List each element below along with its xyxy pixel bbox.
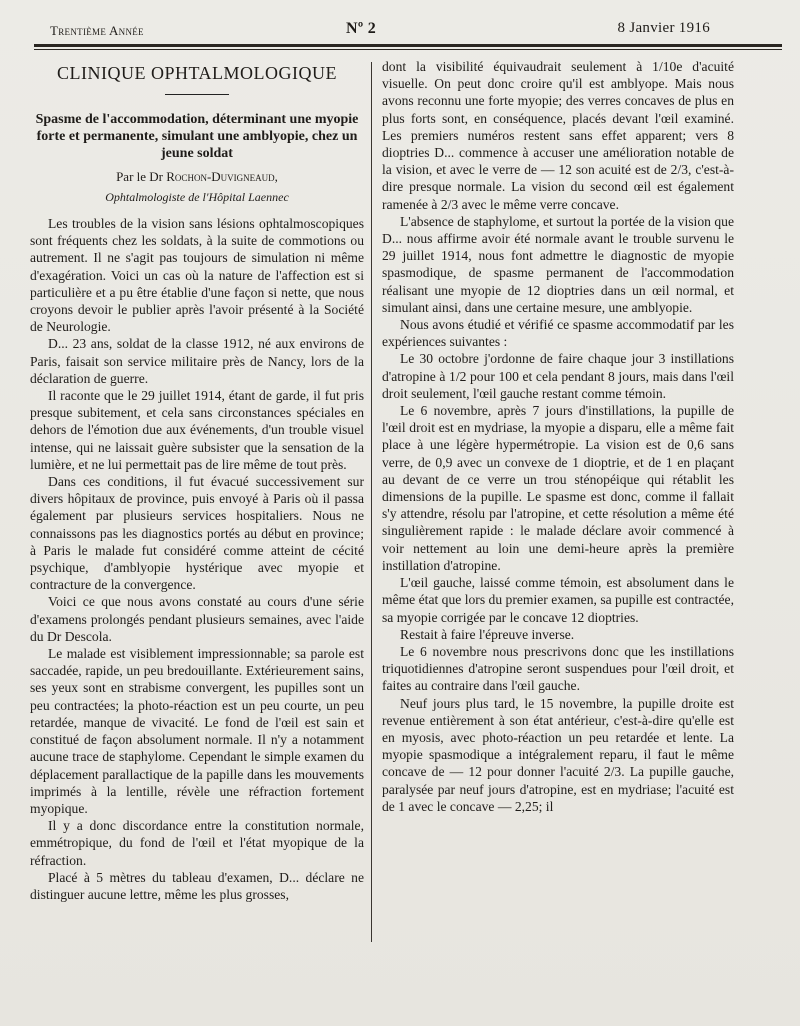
paragraph: L'absence de staphylome, et surtout la portée de la vision que D... nous affirme avoir été normale avant le trouble survenu le 29 juillet 1914, nous font admettre le diagnostic de myopie spasmodique, de spasme permanent de l'accommodation réalisant une myopie de 12 dioptries dans un œil normal, et simulant ainsi, dans une certaine mesure, une amblyopie.: [382, 213, 734, 315]
paragraph: dont la visibilité équivaudrait seulement à 1/10e d'acuité visuelle. On peut donc croire qu'il est amblyope. Mais nous avons reconnu une forte myopie; des verres concaves de plus en plus forts sont, en conséquence, placés devant l'œil examiné. Les premiers numéros restent sans effet apparent; vers 8 dioptries D... commence à accuser une amélioration notable de la vision, et avec le verre de — 12 son acuité est de 2/3, c'est-à-dire presque normale. La vision du second œil est également ramenée à 2/3 avec le même verre concave.: [382, 59, 734, 212]
section-title: CLINIQUE OPHTALMOLOGIQUE: [56, 63, 338, 83]
paragraph: D... 23 ans, soldat de la classe 1912, né aux environs de Paris, faisait son service militaire près de Nancy, lors de la déclaration de guerre.: [30, 336, 364, 386]
byline: [30, 168, 364, 185]
article-title: Spasme de l'accommodation, déterminant une myopie forte et permanente, simulant une amblyopie, chez un jeune soldat: [35, 112, 359, 161]
paragraph: Il raconte que le 29 juillet 1914, étant de garde, il fut pris presque subitement, et cela sans circonstances spéciales en dehors de l'émotion due aux événements, d'un trouble visuel intense, qui ne laissait guère subsister que la sensation de la lumière, et ne lui permettait pas de lire même de tout près.: [30, 388, 364, 472]
title-rule: [165, 94, 229, 95]
byline-prefix: Par le Dr: [116, 169, 167, 184]
paragraph: Il y a donc discordance entre la constitution normale, emmétropique, du fond de l'œil et l'état myopique de la réfraction.: [30, 818, 364, 868]
author-name: Rochon-Duvigneaud,: [166, 169, 278, 184]
paragraph: Le 6 novembre, après 7 jours d'instillations, la pupille de l'œil droit est en mydriase, la myopie a disparu, elle a même fait place à une légère hypermétropie. La vision est de 0,6 sans verre, de 0,9 avec un convexe de 1 dioptrie, et de 1 en plaçant au devant de ce verre un trou sténopéique qui rétablit les dimensions de la pupille. Le spasme est donc, comme il fallait s'y attendre, résolu par l'atropine, et cette résolution a même été singulièrement rapide : le malade déclare avoir commencé à voir nettement au loin une demi-heure après la première instillation d'atropine.: [382, 403, 734, 573]
author-affiliation: Ophtalmologiste de l'Hôpital Laennec: [105, 190, 289, 204]
paragraph: Les troubles de la vision sans lésions ophtalmoscopiques sont fréquents chez les soldats, à la suite de commotions ou autrement. Il ne s'agit pas toujours de simulation ni même d'exagération. Voici un cas où la nature de l'affection est si particulière et a pu être établie d'une façon si nette, que nous croyons devoir le publier après l'avoir présenté à la Société de Neurologie.: [30, 216, 364, 335]
paragraph: Neuf jours plus tard, le 15 novembre, la pupille droite est revenue entièrement à son état antérieur, c'est-à-dire qu'elle est en myosis, avec photo-réaction un peu retardée et lente. La myopie spasmodique a intégralement reparu, il faut le même concave de — 12 pour donner l'acuité 2/3. La pupille gauche, paralysée par neuf jours d'atropine, est en mydriase; l'acuité est de 1 avec le concave — 2,25; il: [382, 695, 734, 814]
paragraph: Nous avons étudié et vérifié ce spasme accommodatif par les expériences suivantes :: [382, 317, 734, 350]
paragraph: Placé à 5 mètres du tableau d'examen, D... déclare ne distinguer aucune lettre, même les plus grosses,: [30, 869, 364, 902]
paragraph: Restait à faire l'épreuve inverse.: [400, 626, 575, 642]
paragraph: Le malade est visiblement impressionnable; sa parole est saccadée, rapide, un peu bredouillante. Extérieurement sains, ses yeux sont en strabisme convergent, les pupilles sont un peu contractées; la photo-réaction est un peu courte, un peu retardée, manque de vivacité. Le fond de l'œil est sain et constitué de façon absolument normale. Il n'y a notamment aucune trace de staphylome. Cependant le simple examen du déplacement parallactique de la papille dans les mouvements imprimés à la lentille, révèle une réfraction fortement myopique.: [30, 646, 364, 816]
paragraph: L'œil gauche, laissé comme témoin, est absolument dans le même état que lors du premier examen, sa pupille est contractée, sa myopie corrigée par le concave 12 dioptries.: [382, 575, 734, 625]
right-column: [382, 58, 734, 815]
issue-number: Nº 2: [346, 20, 377, 37]
paragraph: Le 30 octobre j'ordonne de faire chaque jour 3 instillations d'atropine à 1/2 pour 100 et cela pendant 8 jours, mais dans l'œil droit seulement, l'œil gauche restant comme témoin.: [382, 351, 734, 401]
column-divider: [371, 62, 372, 942]
volume-label: Trentième Année: [50, 23, 144, 38]
header-rule-thin: [34, 49, 782, 50]
running-head: [50, 20, 710, 40]
header-rule: [34, 44, 782, 47]
paragraph: Voici ce que nous avons constaté au cours d'une série d'examens prolongés pendant plusieurs semaines, avec l'aide du Dr Descola.: [30, 594, 364, 644]
left-column: [30, 58, 364, 903]
issue-date: 8 Janvier 1916: [617, 20, 710, 36]
paragraph: Dans ces conditions, il fut évacué successivement sur divers hôpitaux de province, puis envoyé à Paris où il passa également par plusieurs services hospitaliers. Nous ne connaissons pas les diagnostics portés au début en province; à Paris le malade fut considéré comme atteint de cécité psychique, d'amblyopie hystérique avec myopie et contracture de la convergence.: [30, 474, 364, 593]
paragraph: Le 6 novembre nous prescrivons donc que les instillations triquotidiennes d'atropine seront suspendues pour l'œil droit, et faites au contraire dans l'œil gauche.: [382, 643, 734, 694]
